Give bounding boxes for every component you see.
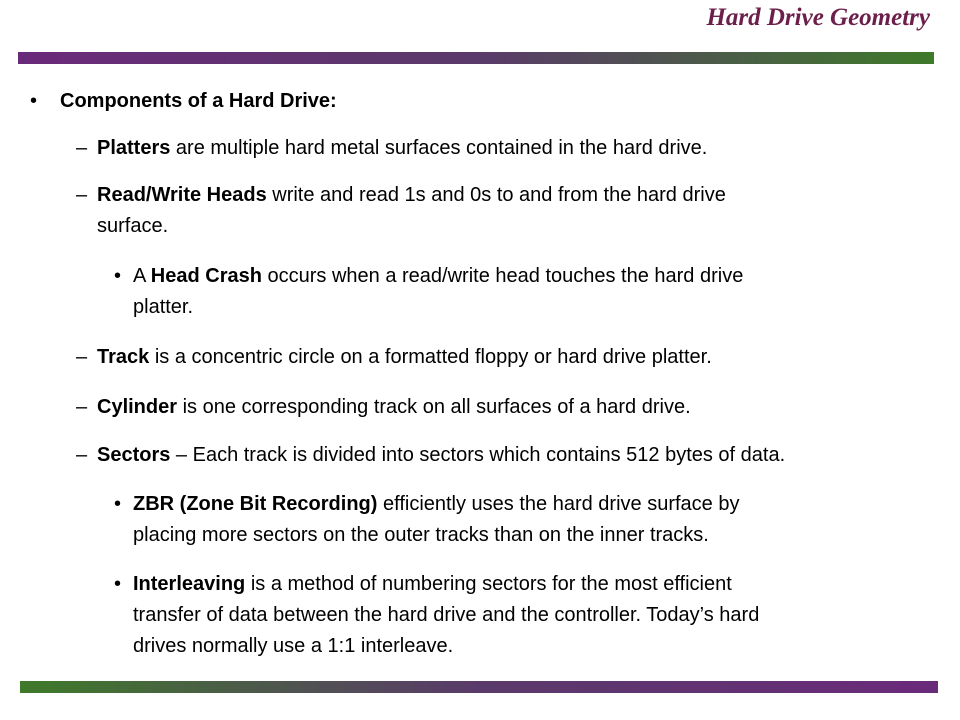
main-heading: Components of a Hard Drive: (60, 90, 337, 112)
head-crash-text-line1: occurs when a read/write head touches the hard drive (261, 265, 744, 287)
dash-marker: – (76, 396, 88, 418)
top-divider-bar (18, 52, 934, 64)
zbr-text-line1: efficiently uses the hard drive surface by (377, 493, 740, 515)
heads-item (97, 180, 726, 211)
zbr-term: ZBR (Zone Bit Recording) (133, 493, 378, 515)
bullet-marker: • (114, 265, 122, 287)
heads-term: Read/Write Heads (97, 184, 267, 206)
head-crash-item (133, 261, 743, 292)
interleaving-item (133, 569, 732, 600)
slide-title: Hard Drive Geometry (706, 4, 930, 31)
bullet-marker: • (114, 573, 122, 595)
interleaving-term: Interleaving (133, 573, 246, 595)
bullet-marker: • (30, 90, 38, 112)
platters-text: are multiple hard metal surfaces contained in the hard drive. (170, 137, 708, 159)
interleaving-text-line3: drives normally use a 1:1 interleave. (133, 635, 454, 657)
sectors-term: Sectors (97, 444, 171, 466)
cylinder-term: Cylinder (97, 396, 178, 418)
sectors-text: – Each track is divided into sectors which contains 512 bytes of data. (170, 444, 786, 466)
head-crash-term: Head Crash (150, 265, 262, 287)
cylinder-item (97, 392, 691, 423)
dash-marker: – (76, 444, 88, 466)
head-crash-text-line2: platter. (133, 296, 194, 318)
heads-text-line2: surface. (97, 215, 169, 237)
bullet-marker: • (114, 493, 122, 515)
bottom-divider-bar (20, 681, 938, 693)
dash-marker: – (76, 346, 88, 368)
interleaving-text-line1: is a method of numbering sectors for the most efficient (245, 573, 732, 595)
zbr-text-line2: placing more sectors on the outer tracks than on the inner tracks. (133, 524, 709, 546)
dash-marker: – (76, 184, 88, 206)
dash-marker: – (76, 137, 88, 159)
platters-item (97, 133, 707, 164)
cylinder-text: is one corresponding track on all surfaces of a hard drive. (177, 396, 691, 418)
track-term: Track (97, 346, 150, 368)
heads-text-line1: write and read 1s and 0s to and from the hard drive (266, 184, 726, 206)
interleaving-text-line2: transfer of data between the hard drive and the controller. Today’s hard (133, 604, 760, 626)
platters-term: Platters (97, 137, 171, 159)
head-crash-pre: A (133, 265, 151, 287)
zbr-item (133, 489, 739, 520)
sectors-item (97, 440, 785, 471)
track-item (97, 342, 712, 373)
track-text: is a concentric circle on a formatted floppy or hard drive platter. (149, 346, 712, 368)
